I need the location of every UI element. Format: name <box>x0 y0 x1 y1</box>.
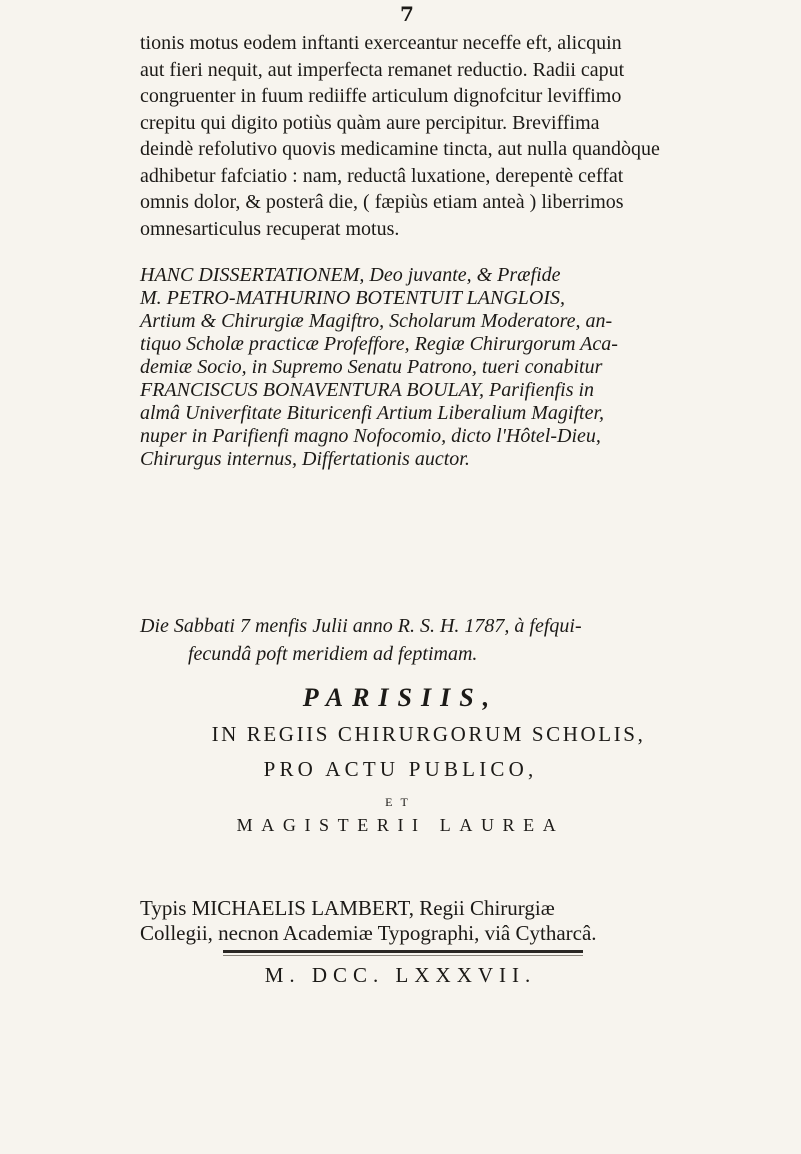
dedication-line: Artium & Chirurgiæ Magiftro, Scholarum Moderatore, an- <box>140 310 613 332</box>
ornamental-rule-thin <box>223 955 583 956</box>
dedication-line: almâ Univerfitate Bituricenfi Artium Liberalium Magifter, <box>140 402 605 424</box>
ornamental-rule <box>223 950 583 953</box>
city-heading: PARISIIS, <box>302 683 499 712</box>
paragraph-line: tionis motus eodem inftanti exerceantur neceffe eft, alicquin <box>140 32 622 54</box>
dedication-line: tiquo Scholæ practicæ Profeffore, Regiæ Chirurgorum Aca- <box>140 333 618 355</box>
paragraph-line: deindè refolutivo quovis medicamine tincta, aut nulla quandòque <box>140 138 660 160</box>
paragraph-line: congruenter in fuum rediiffe articulum dignofcitur leviffimo <box>140 85 622 107</box>
dedication-line: nuper in Parifienfi magno Nofocomio, dicto l'Hôtel-Dieu, <box>140 425 601 447</box>
page-number: 7 <box>400 2 414 26</box>
publication-year: M. DCC. LXXXVII. <box>264 963 537 987</box>
imprint-block <box>140 896 780 946</box>
degree-line: MAGISTERII LAUREA <box>236 815 565 835</box>
paragraph-line: crepitu qui digito potiùs quàm aure percipitur. Breviffima <box>140 111 600 134</box>
paragraph-line: omnis dolor, & posterâ die, ( fæpiùs etiam anteà ) liberrimos <box>140 191 624 213</box>
venue-line: IN REGIIS CHIRURGORUM SCHOLIS, <box>211 722 646 746</box>
imprint-line: Typis MICHAELIS LAMBERT, Regii Chirurgiæ <box>140 896 555 920</box>
dedication-line: M. PETRO-MATHURINO BOTENTUIT LANGLOIS, <box>140 287 566 309</box>
conjunction-line: ET <box>385 795 416 809</box>
dedication-line: FRANCISCUS BONAVENTURA BOULAY, Parifienfis in <box>140 379 595 401</box>
date-line: fecundâ poft meridiem ad feptimam. <box>188 643 478 665</box>
dedication-line: Chirurgus internus, Differtationis auctor. <box>140 448 470 470</box>
occasion-line: PRO ACTU PUBLICO, <box>263 757 538 781</box>
paragraph-line: aut fieri nequit, aut imperfecta remanet reductio. Radii caput <box>140 58 625 81</box>
date-block <box>140 612 780 668</box>
date-line: Die Sabbati 7 menfis Julii anno R. S. H. 1787, à fefqui- <box>140 615 582 637</box>
dedication-line: demiæ Socio, in Supremo Senatu Patrono, tueri conabitur <box>140 356 603 378</box>
body-paragraph <box>140 30 760 242</box>
paragraph-line: adhibetur fafciatio : nam, reductâ luxatione, derepentè ceffat <box>140 164 624 187</box>
dedication-line: HANC DISSERTATIONEM, Deo juvante, & Præfide <box>140 264 561 286</box>
imprint-line: Collegii, necnon Academiæ Typographi, viâ Cytharcâ. <box>140 921 597 945</box>
paragraph-line: omnesarticulus recuperat motus. <box>140 217 400 240</box>
dedication-block <box>140 264 780 471</box>
